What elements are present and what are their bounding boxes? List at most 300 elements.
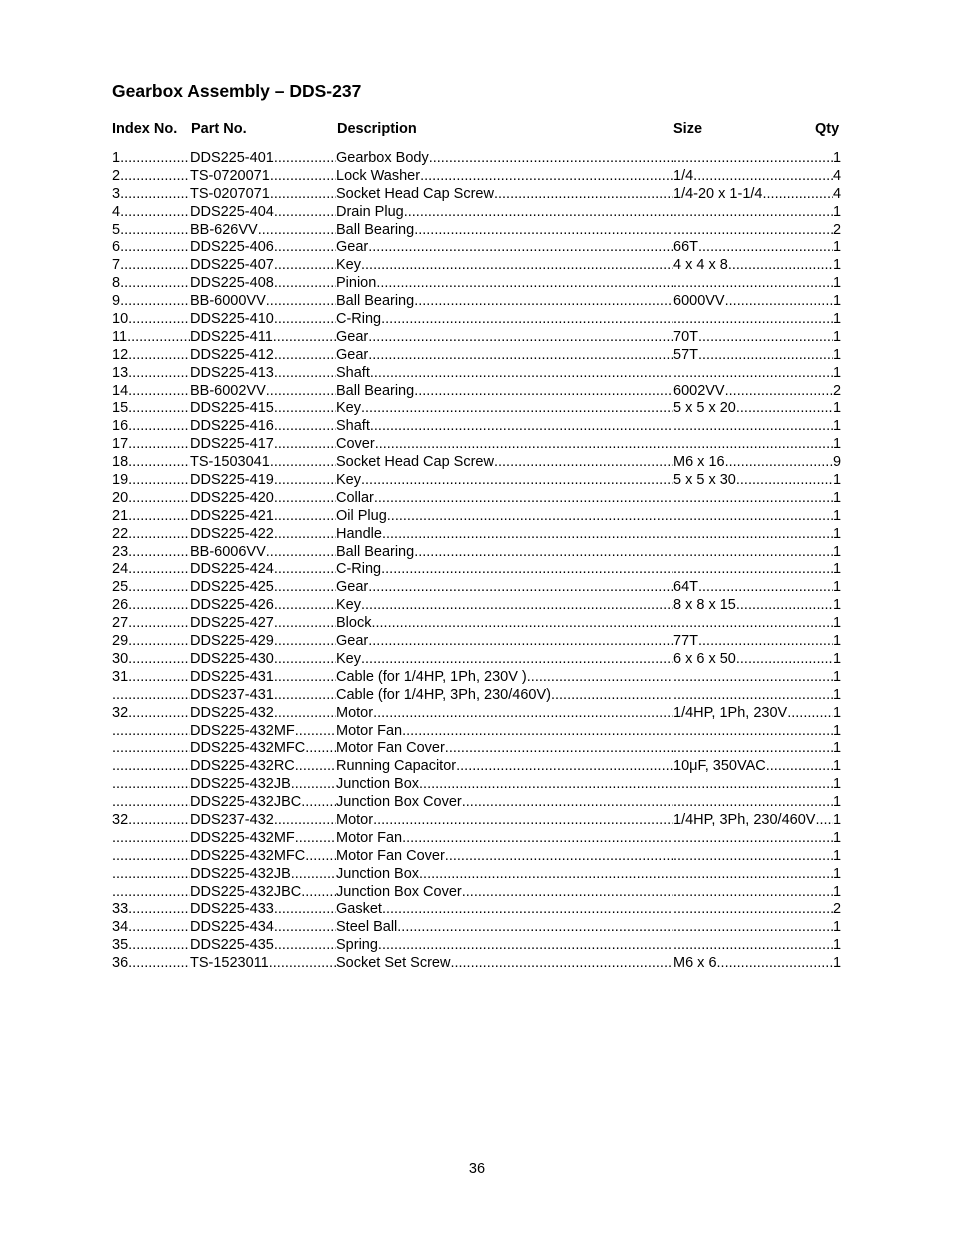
qty-cell [833,633,842,651]
size-cell [673,669,833,687]
dot-leader [266,293,336,311]
part-number-cell [190,687,336,705]
qty-cell [833,812,842,830]
part-number-cell [190,490,336,508]
description-cell [336,579,673,597]
qty-cell-text: 1 [833,507,842,524]
parts-row [112,186,842,204]
dot-leader [673,544,833,562]
dot-leader [274,812,336,830]
size-cell-text: 4 x 4 x 8 [673,257,728,274]
dot-leader [376,275,673,293]
dot-leader [128,365,190,383]
description-cell-text: Oil Plug [336,507,387,524]
qty-cell [833,848,842,866]
index-cell [112,919,190,937]
size-cell-text: 10μF, 350VAC [673,758,766,775]
size-cell [673,436,833,454]
description-cell [336,633,673,651]
part-number-cell-text: DDS225-411 [190,328,273,345]
dot-leader [673,901,833,919]
part-number-cell [190,955,336,973]
part-number-cell [190,311,336,329]
dot-leader [414,222,673,240]
index-cell-text: 25 [112,579,129,596]
size-cell [673,204,833,222]
dot-leader [274,400,336,418]
parts-row [112,848,842,866]
index-cell-text: 21 [112,507,129,524]
description-cell-text: Pinion [336,275,377,292]
dot-leader [301,794,336,812]
dot-leader [274,239,336,257]
dot-leader [305,740,336,758]
part-number-cell [190,508,336,526]
dot-leader [368,579,673,597]
part-number-cell [190,329,336,347]
dot-leader [269,955,336,973]
description-cell [336,347,673,365]
qty-cell-text: 1 [833,489,842,506]
parts-row [112,311,842,329]
qty-cell-text: 1 [833,937,842,954]
dot-leader [274,919,336,937]
part-number-cell-text: BB-6002VV [190,382,266,399]
qty-cell-text: 1 [833,418,842,435]
dot-leader [361,651,673,669]
dot-leader [128,937,190,955]
description-cell-text: Spring [336,937,378,954]
qty-cell [833,418,842,436]
dot-leader [382,901,673,919]
part-number-cell-text: TS-1503041 [190,454,270,471]
description-cell-text: Cable (for 1/4HP, 3Ph, 230/460V) [336,686,551,703]
dot-leader [414,293,673,311]
index-cell [112,937,190,955]
description-cell [336,329,673,347]
index-cell [112,884,190,902]
qty-cell-text: 1 [833,686,842,703]
dot-leader [274,901,336,919]
part-number-cell [190,275,336,293]
dot-leader [274,526,336,544]
part-number-cell [190,472,336,490]
description-cell [336,204,673,222]
part-number-cell-text: DDS225-410 [190,311,274,328]
qty-cell-text: 1 [833,346,842,363]
index-cell-text: 2 [112,167,121,184]
dot-leader [494,186,673,204]
parts-row [112,168,842,186]
dot-leader [258,222,336,240]
size-cell [673,168,833,186]
index-cell-text: 36 [112,955,129,972]
description-cell-text: Ball Bearing [336,543,415,560]
dot-leader [766,758,833,776]
dot-leader [673,311,833,329]
description-cell-text: Running Capacitor [336,758,457,775]
description-cell-text: Junction Box Cover [336,794,462,811]
dot-leader [128,400,190,418]
index-cell [112,561,190,579]
index-cell-text: 35 [112,937,129,954]
parts-row [112,329,842,347]
parts-row [112,705,842,723]
part-number-cell [190,204,336,222]
qty-cell [833,651,842,669]
dot-leader [274,579,336,597]
parts-row [112,937,842,955]
dot-leader [368,329,673,347]
index-cell-text: 5 [112,221,121,238]
description-cell [336,436,673,454]
dot-leader [371,615,673,633]
part-number-cell-text: BB-6000VV [190,293,266,310]
description-cell [336,186,673,204]
size-cell [673,329,833,347]
size-cell [673,937,833,955]
dot-leader [274,615,336,633]
dot-leader [270,454,336,472]
dot-leader [419,776,673,794]
description-cell [336,651,673,669]
dot-leader [673,418,833,436]
dot-leader [462,884,673,902]
index-cell [112,168,190,186]
part-number-cell-text: DDS225-431 [190,668,274,685]
part-number-cell [190,257,336,275]
parts-row [112,615,842,633]
part-number-cell-text: DDS237-431 [190,686,274,703]
dot-leader [128,472,190,490]
part-number-cell-text: TS-0207071 [190,185,270,202]
parts-row [112,293,842,311]
qty-cell-text: 4 [833,185,842,202]
part-number-cell [190,884,336,902]
part-number-cell-text: DDS225-404 [190,203,274,220]
part-number-cell [190,866,336,884]
dot-leader [736,400,833,418]
size-cell [673,186,833,204]
description-cell-text: Gearbox Body [336,150,429,166]
dot-leader [673,740,833,758]
parts-row [112,723,842,741]
index-cell [112,633,190,651]
description-cell [336,365,673,383]
part-number-cell [190,436,336,454]
dot-leader [295,723,336,741]
qty-cell [833,901,842,919]
size-cell [673,311,833,329]
part-number-cell-text: DDS225-421 [190,507,274,524]
description-cell-text: Shaft [336,418,370,435]
parts-row [112,150,842,168]
index-cell-text: 8 [112,275,121,292]
size-cell [673,633,833,651]
parts-row [112,400,842,418]
qty-cell-text: 1 [833,811,842,828]
part-number-cell-text: DDS225-420 [190,489,274,506]
dot-leader [274,436,336,454]
index-cell-text: 14 [112,382,129,399]
description-cell-text: Drain Plug [336,203,404,220]
dot-leader [673,687,833,705]
dot-leader [274,651,336,669]
size-cell [673,597,833,615]
part-number-cell-text: DDS225-432MF [190,722,295,739]
qty-cell-text: 1 [833,847,842,864]
page-title: Gearbox Assembly – DDS-237 [112,81,362,101]
description-cell [336,383,673,401]
qty-cell-text: 1 [833,436,842,453]
dot-leader [368,347,673,365]
qty-cell-text: 1 [833,150,842,166]
description-cell-text: C-Ring [336,311,382,328]
part-number-cell [190,901,336,919]
description-cell-text: Ball Bearing [336,293,415,310]
description-cell [336,687,673,705]
qty-cell-text: 9 [833,454,842,471]
parts-row [112,257,842,275]
size-cell [673,150,833,168]
description-cell [336,955,673,973]
dot-leader [112,794,190,812]
dot-leader [128,669,190,687]
size-cell [673,418,833,436]
part-number-cell [190,669,336,687]
description-cell-text: Steel Ball [336,919,398,936]
part-number-cell [190,579,336,597]
qty-cell-text: 1 [833,543,842,560]
qty-cell-text: 1 [833,293,842,310]
qty-cell [833,508,842,526]
index-cell-text: 19 [112,472,129,489]
size-cell [673,544,833,562]
size-cell [673,275,833,293]
index-cell-text: 3 [112,185,121,202]
part-number-cell-text: DDS225-432 [190,704,274,721]
part-number-cell [190,651,336,669]
part-number-cell [190,168,336,186]
part-number-cell-text: DDS225-407 [190,257,274,274]
description-cell [336,150,673,168]
parts-row [112,651,842,669]
description-cell [336,830,673,848]
parts-row [112,222,842,240]
size-cell [673,222,833,240]
dot-leader [382,526,673,544]
description-cell [336,454,673,472]
part-number-cell-text: TS-1523011 [190,955,269,972]
qty-cell-text: 1 [833,668,842,685]
part-number-cell [190,347,336,365]
dot-leader [128,579,190,597]
size-cell [673,615,833,633]
part-number-cell [190,418,336,436]
qty-cell [833,454,842,472]
part-number-cell-text: DDS225-432JBC [190,883,302,900]
dot-leader [274,204,336,222]
dot-leader [673,275,833,293]
index-cell-text: 12 [112,346,129,363]
dot-leader [128,383,190,401]
size-cell-text: M6 x 6 [673,955,717,972]
index-cell [112,579,190,597]
index-cell [112,901,190,919]
part-number-cell [190,758,336,776]
size-cell [673,239,833,257]
qty-cell [833,490,842,508]
dot-leader [381,311,673,329]
size-cell [673,687,833,705]
qty-cell [833,723,842,741]
parts-row [112,490,842,508]
parts-row [112,418,842,436]
description-cell [336,884,673,902]
part-number-cell-text: DDS225-422 [190,525,274,542]
parts-row [112,740,842,758]
size-cell [673,365,833,383]
dot-leader [494,454,673,472]
dot-leader [361,597,673,615]
qty-cell-text: 1 [833,829,842,846]
description-cell-text: Motor Fan [336,722,403,739]
header-qty: Qty [815,121,840,137]
qty-cell-text: 1 [833,472,842,489]
index-cell [112,347,190,365]
parts-row [112,919,842,937]
qty-cell [833,955,842,973]
dot-leader [673,884,833,902]
qty-cell-text: 1 [833,615,842,632]
size-cell-text: 64T [673,579,698,596]
dot-leader [673,937,833,955]
part-number-cell-text: BB-6006VV [190,543,266,560]
qty-cell-text: 1 [833,650,842,667]
part-number-cell [190,561,336,579]
description-cell [336,812,673,830]
description-cell-text: Gear [336,346,369,363]
index-cell-text: 32 [112,704,129,721]
part-number-cell-text: DDS225-408 [190,275,274,292]
dot-leader [112,740,190,758]
qty-cell-text: 1 [833,275,842,292]
qty-cell-text: 1 [833,883,842,900]
part-number-cell [190,705,336,723]
qty-cell-text: 2 [833,382,842,399]
size-cell-text: 57T [673,346,698,363]
dot-leader [368,633,673,651]
dot-leader [361,257,673,275]
part-number-cell [190,812,336,830]
dot-leader [445,740,673,758]
index-cell [112,275,190,293]
description-cell-text: Key [336,400,361,417]
dot-leader [370,365,673,383]
qty-cell [833,937,842,955]
qty-cell-text: 2 [833,221,842,238]
qty-cell [833,168,842,186]
part-number-cell [190,615,336,633]
dot-leader [673,561,833,579]
qty-cell-text: 1 [833,722,842,739]
size-cell [673,383,833,401]
description-cell-text: Gear [336,633,369,650]
index-cell [112,812,190,830]
part-number-cell-text: DDS225-432MFC [190,740,306,757]
description-cell [336,508,673,526]
qty-cell [833,687,842,705]
description-cell [336,937,673,955]
index-cell [112,222,190,240]
index-cell [112,383,190,401]
dot-leader [673,204,833,222]
dot-leader [374,490,673,508]
part-number-cell-text: DDS225-435 [190,937,274,954]
dot-leader [404,204,673,222]
parts-row [112,884,842,902]
description-cell-text: Motor Fan Cover [336,847,445,864]
parts-row [112,347,842,365]
part-number-cell-text: DDS225-406 [190,239,274,256]
part-number-cell [190,400,336,418]
dot-leader [120,168,190,186]
size-cell [673,454,833,472]
index-cell-text: 23 [112,543,129,560]
description-cell-text: Gear [336,239,369,256]
index-cell-text: 11 [112,328,128,345]
dot-leader [112,884,190,902]
dot-leader [128,454,190,472]
dot-leader [274,490,336,508]
size-cell [673,651,833,669]
description-cell [336,723,673,741]
parts-row [112,454,842,472]
qty-cell [833,669,842,687]
dot-leader [128,508,190,526]
dot-leader [128,901,190,919]
size-cell [673,812,833,830]
dot-leader [728,257,833,275]
size-cell-text: 66T [673,239,698,256]
dot-leader [717,955,833,973]
header-description: Description [337,121,417,137]
dot-leader [361,472,673,490]
dot-leader [673,490,833,508]
description-cell [336,239,673,257]
part-number-cell-text: DDS225-424 [190,561,274,578]
dot-leader [375,436,673,454]
index-cell [112,955,190,973]
description-cell [336,758,673,776]
dot-leader [673,776,833,794]
size-cell [673,347,833,365]
dot-leader [725,383,833,401]
qty-cell-text: 1 [833,919,842,936]
description-cell [336,705,673,723]
part-number-cell [190,723,336,741]
dot-leader [673,508,833,526]
parts-row [112,830,842,848]
qty-cell [833,579,842,597]
qty-cell-text: 1 [833,525,842,542]
index-cell-text: 15 [112,400,129,417]
qty-cell [833,776,842,794]
part-number-cell-text: DDS225-433 [190,901,274,918]
dot-leader [274,365,336,383]
size-cell [673,955,833,973]
index-cell [112,723,190,741]
